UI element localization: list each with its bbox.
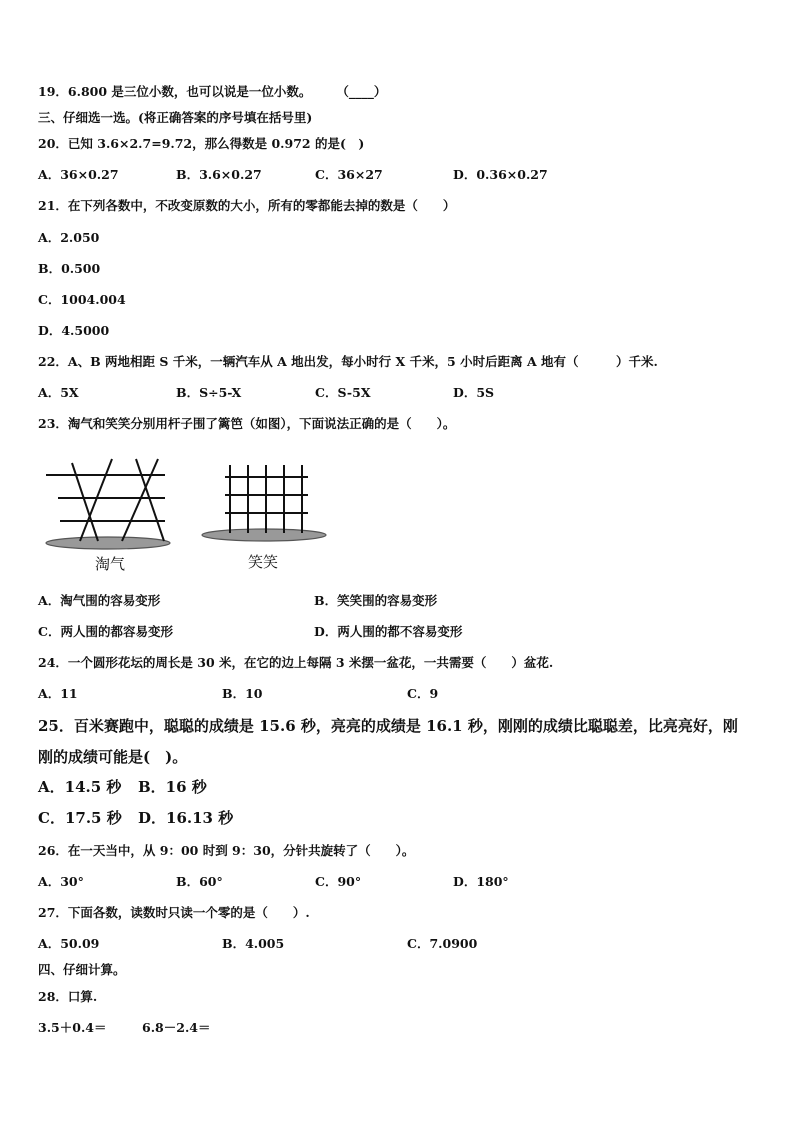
taoqi-fence [46,459,170,549]
q25-option-a: A．14.5 秒 [38,778,122,796]
question-26: 26．在一天当中，从 9：00 时到 9：30，分针共旋转了（ ）。 [38,843,415,858]
q24-option-c: C．9 [407,686,439,701]
q26-option-c: C．90° [315,874,362,889]
q26-option-b: B．60° [176,874,223,889]
calc-item-1: 3.5＋0.4＝ [38,1020,107,1035]
xiaoxiao-fence [202,465,326,541]
q20-option-d: D．0.36×0.27 [453,167,548,182]
question-24: 24．一个圆形花坛的周长是 30 米，在它的边上每隔 3 米摆一盆花，一共需要（ ）盆花. [38,655,554,670]
question-25-line2: 刚的成绩可能是( )。 [38,748,188,766]
section-4-heading: 四、仔细计算。 [38,962,126,977]
q26-option-a: A．30° [38,874,84,889]
fence-figure [40,455,340,575]
q20-option-b: B．3.6×0.27 [176,167,262,182]
q22-option-d: D．5S [453,385,495,400]
q20-option-c: C．36×27 [315,167,383,182]
calc-item-2: 6.8－2.4＝ [142,1020,211,1035]
question-20: 20．已知 3.6×2.7=9.72，那么得数是 0.972 的是( ) [38,136,365,151]
q27-option-a: A．50.09 [38,936,100,951]
q26-option-d: D．180° [453,874,509,889]
fence-illustration [40,455,340,575]
q24-option-b: B．10 [222,686,263,701]
question-25-line1: 25．百米赛跑中，聪聪的成绩是 15.6 秒，亮亮的成绩是 16.1 秒，刚刚的成绩比聪聪差，比亮亮好，刚 [38,717,738,735]
q25-option-d: D．16.13 秒 [138,809,234,827]
q23-option-a: A．淘气围的容易变形 [38,593,161,608]
q21-option-c: C．1004.004 [38,292,126,307]
question-21: 21．在下列各数中，不改变原数的大小，所有的零都能去掉的数是（ ） [38,198,456,213]
label-taoqi: 淘气 [95,555,126,573]
q22-option-a: A．5X [38,385,79,400]
q23-option-c: C．两人围的都容易变形 [38,624,173,639]
q22-option-c: C．S-5X [315,385,371,400]
q25-option-c: C．17.5 秒 [38,809,122,827]
q27-option-c: C．7.0900 [407,936,478,951]
q25-option-b: B．16 秒 [138,778,207,796]
question-22: 22．A、B 两地相距 S 千米，一辆汽车从 A 地出发，每小时行 X 千米，5 小时后距离 A 地有（ ）千米. [38,354,658,369]
q24-option-a: A．11 [38,686,78,701]
q27-option-b: B．4.005 [222,936,285,951]
q22-option-b: B．S÷5-X [176,385,242,400]
q21-option-b: B．0.500 [38,261,101,276]
question-23: 23．淘气和笑笑分别用杆子围了篱笆（如图），下面说法正确的是（ ）。 [38,416,456,431]
q20-option-a: A．36×0.27 [38,167,119,182]
question-27: 27．下面各数，读数时只读一个零的是（ ）. [38,905,310,920]
question-28: 28．口算. [38,989,98,1004]
q23-option-d: D．两人围的都不容易变形 [314,624,463,639]
question-19: 19．6.800 是三位小数，也可以说是一位小数。 （____） [38,84,387,99]
section-3-heading: 三、仔细选一选。(将正确答案的序号填在括号里) [38,110,313,125]
q23-option-b: B．笑笑围的容易变形 [314,593,438,608]
q21-option-d: D．4.5000 [38,323,110,338]
q21-option-a: A．2.050 [38,230,100,245]
label-xiaoxiao: 笑笑 [248,553,279,571]
